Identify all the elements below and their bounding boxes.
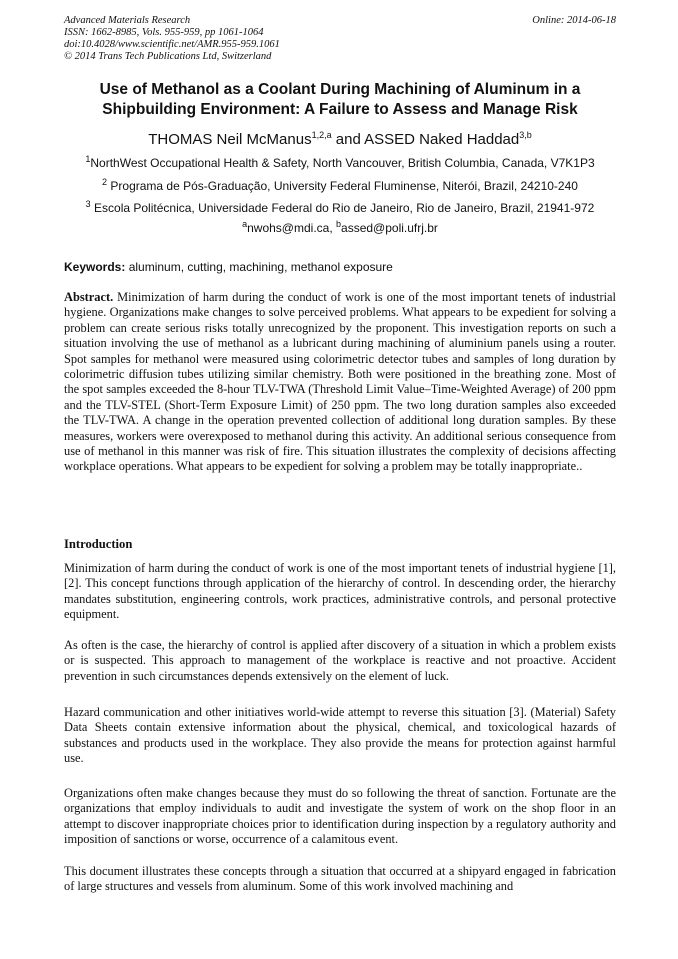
affiliation-1-text: NorthWest Occupational Health & Safety, North Vancouver, British Columbia, Canada, V7K1P3 [90,156,595,170]
intro-paragraph-5 [64,864,616,895]
affiliation-1 [50,155,630,171]
abstract-text: Minimization of harm during the conduct of work is one of the most important tenets of industrial hygiene. Organizations make changes to solve perceived problems. What appears to be expedient for solving a problem can create serious risks totally unrecognized by the proponent. This investigation reports on such a situation involving the use of methanol as a lubricant during machining of aluminium panels using a router. Spot samples for methanol were measured using colorimetric detector tubes and samples of long duration by colorimetric diffusion tubes utilizing similar chemistry. Both were positioned in the breathing zone. Most of the spot samples exceeded the 8-hour TLV-TWA (Threshold Limit Value–Time-Weighted Average) of 200 ppm and the TLV-STEL (Short-Term Exposure Limit) of 250 ppm. The two long duration samples also exceeded the TLV-TWA. A change in the operation prevented collection of additional long duration samples. By these measures, workers were overexposed to methanol during this activity. An additional serious consequence from use of methanol in this manner was risk of fire. This situation illustrates the complexity of decisions affecting workplace operations. What appears to be expedient for solving a problem may be totally inappropriate.. [64,290,616,474]
author-2: ASSED Naked Haddad [364,131,520,148]
affiliation-2 [50,178,630,194]
intro-paragraph-4-text: Organizations often make changes because they must do so following the threat of sanction. Fortunate are the organizations that employ individuals to audit and investigate the system of work on the shop floor in an attempt to discover inappropriate choices prior to identification during inspection by a regulatory authority and imposition of sanctions or worse, occurrence of a calamitous event. [64,786,616,847]
intro-paragraph-3-text: Hazard communication and other initiatives world-wide attempt to reverse this situation [3]. (Material) Safety Data Sheets contain extensive information about the physical, chemical, and toxicological hazards of substances and products used in the workplace. They also provide the means for protection against harmful use. [64,705,616,766]
intro-paragraph-4 [64,786,616,848]
author-1: THOMAS Neil McManus [148,131,312,148]
email-a: nwohs@mdi.ca, [247,221,336,235]
introduction-heading: Introduction [64,537,133,551]
keywords-text: aluminum, cutting, machining, methanol exposure [125,260,393,274]
author-list [64,130,616,150]
title-line-1: Use of Methanol as a Coolant During Machining of Aluminum in a [99,81,581,98]
affiliation-3-mark: 3 [85,199,91,209]
keywords [64,259,616,275]
journal-header [64,15,616,63]
affiliation-3 [50,200,630,216]
online-date: Online: 2014-06-18 [532,15,616,26]
title-line-2: Shipbuilding Environment: A Failure to Assess and Manage Risk [102,101,578,118]
intro-paragraph-5-text: This document illustrates these concepts through a situation that occurred at a shipyard engaged in fabrication of large structures and vessels from aluminum. Some of this work involved machining and [64,864,616,894]
doi-line: doi:10.4028/www.scientific.net/AMR.955-959.1061 [64,39,280,50]
author-emails [64,220,616,236]
email-b: assed@poli.ufrj.br [341,221,438,235]
abstract [64,290,616,475]
email-a-mark: a [242,219,248,229]
intro-paragraph-2-text: As often is the case, the hierarchy of control is applied after discovery of a situation in which a problem exists or is suspected. This approach to management of the workplace is reactive and not proactive. Accident prevention in such circumstances depends extensively on the element of luck. [64,638,616,683]
affiliation-2-text: Programa de Pós-Graduação, University Federal Fluminense, Niterói, Brazil, 24210-240 [107,179,578,193]
email-b-mark: b [336,219,342,229]
issn-line: ISSN: 1662-8985, Vols. 955-959, pp 1061-1064 [64,27,264,38]
intro-paragraph-1 [64,561,616,623]
author-1-affil: 1,2,a [311,130,332,140]
journal-name: Advanced Materials Research [64,15,191,26]
affiliation-2-mark: 2 [102,177,108,187]
affiliation-1-mark: 1 [85,154,91,164]
intro-paragraph-3 [64,705,616,767]
abstract-label: Abstract. [64,290,114,304]
affiliation-3-text: Escola Politécnica, Universidade Federal do Rio de Janeiro, Rio de Janeiro, Brazil, 21941-972 [90,201,595,215]
intro-paragraph-1-text: Minimization of harm during the conduct of work is one of the most important tenets of industrial hygiene [1], [2]. This concept functions through application of the hierarchy of control. In descending order, the hierarchy mandates substitution, engineering controls, work practices, administrative controls, and personal protective equipment. [64,561,616,622]
author-conjunction: and [331,131,365,148]
keywords-label: Keywords: [64,260,126,274]
paper-title [64,80,616,120]
intro-paragraph-2 [64,638,616,684]
copyright-line: © 2014 Trans Tech Publications Ltd, Switzerland [64,51,272,62]
author-2-affil: 3,b [519,130,532,140]
